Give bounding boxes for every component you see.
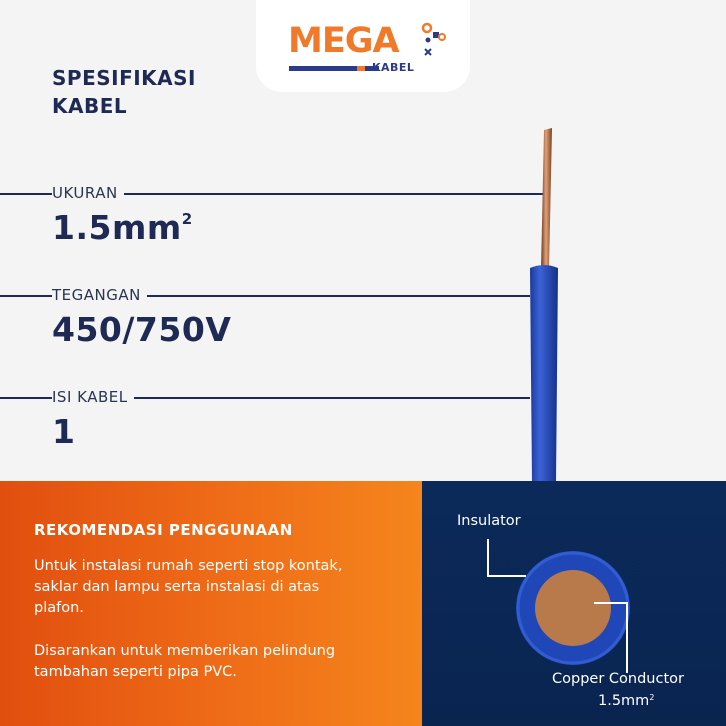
logo-underline: [289, 66, 379, 71]
size-value: 1.5mm: [52, 208, 182, 247]
paragraph-line: saklar dan lampu serta instalasi di atas: [34, 579, 320, 595]
conductor-size-label: [598, 693, 654, 709]
paragraph-line: tambahan seperti pipa PVC.: [34, 664, 237, 680]
cable-image: [500, 120, 580, 482]
paragraph-line: plafon.: [34, 600, 84, 616]
paragraph-line: Disarankan untuk memberikan pelindung: [34, 643, 336, 659]
logo-underline-accent: [357, 66, 365, 71]
spec-title-line2: KABEL: [52, 94, 128, 118]
brand-logo: [256, 0, 470, 92]
spec-value-cores: 1: [52, 412, 76, 451]
size-superscript: 2: [181, 210, 193, 228]
logo-symbols-icon: [418, 22, 448, 58]
paragraph-line: Untuk instalasi rumah seperti stop kontak,: [34, 558, 343, 574]
insulator-label: Insulator: [457, 513, 521, 529]
copper-core: [535, 570, 611, 646]
spec-value-size: [52, 208, 193, 247]
insulator-leader-line: [488, 539, 526, 576]
conductor-size-superscript: 2: [649, 693, 655, 702]
cross-section-panel: [422, 481, 726, 726]
spec-label-size: UKURAN: [52, 184, 124, 202]
recommendation-paragraph-2: [34, 641, 394, 683]
recommendation-paragraph-1: [34, 556, 394, 619]
spec-label-voltage: TEGANGAN: [52, 286, 147, 304]
spec-title: [52, 64, 196, 120]
spec-value-voltage: 450/750V: [52, 310, 232, 349]
brand-wordmark: [288, 21, 399, 61]
spec-title-line1: SPESIFIKASI: [52, 66, 196, 90]
recommendation-title: REKOMENDASI PENGGUNAAN: [34, 521, 293, 539]
brand-name: MEGA: [288, 21, 399, 61]
spec-label-cores: ISI KABEL: [52, 388, 134, 406]
brand-subname: KABEL: [372, 61, 415, 74]
conductor-size: 1.5mm: [598, 693, 650, 709]
conductor-label: Copper Conductor: [552, 671, 684, 687]
recommendation-panel: [0, 481, 422, 726]
